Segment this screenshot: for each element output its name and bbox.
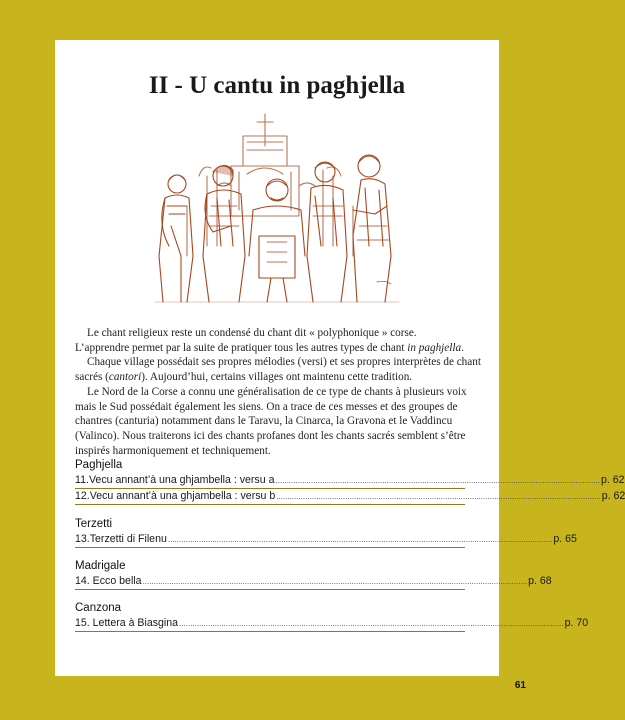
toc-heading: Terzetti xyxy=(75,518,113,530)
dot-leader: ............................................................................................................................................................................. xyxy=(167,535,553,544)
toc-entry-label: 12.Vecu annant’à una ghjambella : versu b xyxy=(75,490,276,502)
dot-leader: ............................................................................................................................................................................. xyxy=(179,619,564,628)
toc-entry[interactable] xyxy=(75,489,625,505)
paragraph: L’apprendre permet par la suite de pratiquer tous les autres types de chant in paghjella. xyxy=(75,341,464,354)
toc-heading: Madrigale xyxy=(75,560,126,572)
dot-leader: .................................................................................................................................................. xyxy=(276,492,601,501)
toc-entry-label: 11.Vecu annant’à una ghjambella : versu a xyxy=(75,474,275,486)
toc-entry-label: 13.Terzetti di Filenu xyxy=(75,533,167,545)
toc-entry-page: p. 65 xyxy=(553,533,577,545)
toc-entry-page: p. 68 xyxy=(528,575,552,587)
dot-leader: .................................................................................................................................................. xyxy=(275,476,600,485)
paragraph: Chaque village possédait ses propres mélodies (versi) et ses propres interprètes de chant sacrés (cantori). Aujourd’hui, certains villages ont maintenu cette tradition. xyxy=(75,356,481,384)
toc-section-madrigale xyxy=(75,558,552,600)
toc-section-terzetti xyxy=(75,516,577,558)
toc-section-paghjella xyxy=(75,457,625,516)
toc-entry[interactable] xyxy=(75,473,625,489)
paragraph: Le chant religieux reste un condensé du chant dit « polyphonique » corse. xyxy=(87,327,417,339)
singers-sketch-illustration xyxy=(147,106,407,304)
page-number: 61 xyxy=(514,680,526,691)
toc-entry-label: 15. Lettera à Biasgina xyxy=(75,617,179,629)
toc-entry-label: 14. Ecco bella xyxy=(75,575,142,587)
toc-entry-page: p. 62 xyxy=(600,474,625,486)
toc-entry-page: p. 62 xyxy=(601,490,625,502)
toc-heading: Canzona xyxy=(75,602,122,614)
dot-leader: ............................................................................................................................................................................. xyxy=(142,577,528,586)
toc-section-canzona xyxy=(75,600,589,640)
chapter-title: II - U cantu in paghjella xyxy=(148,72,406,99)
document-page xyxy=(55,40,625,676)
toc-entry[interactable] xyxy=(75,532,577,548)
toc-entry[interactable] xyxy=(75,574,552,590)
body-text xyxy=(75,326,487,458)
toc-heading: Paghjella xyxy=(75,459,123,471)
table-of-contents xyxy=(75,457,625,640)
toc-entry-page: p. 70 xyxy=(564,617,589,629)
toc-entry[interactable] xyxy=(75,616,589,632)
paragraph: Le Nord de la Corse a connu une généralisation de ce type de chants à plusieurs voix mais le Sud possédait également les siens. On a trace de ces messes et des groupes de chantres (canturia) notamment dans le Taravu, la Cinarca, la Gravona et le Vaddincu (Valinco). Nous traiterons ici des chants profanes dont les chants sacrés semblent s’être inspirés harmoniquement et techniquement. xyxy=(75,385,467,457)
